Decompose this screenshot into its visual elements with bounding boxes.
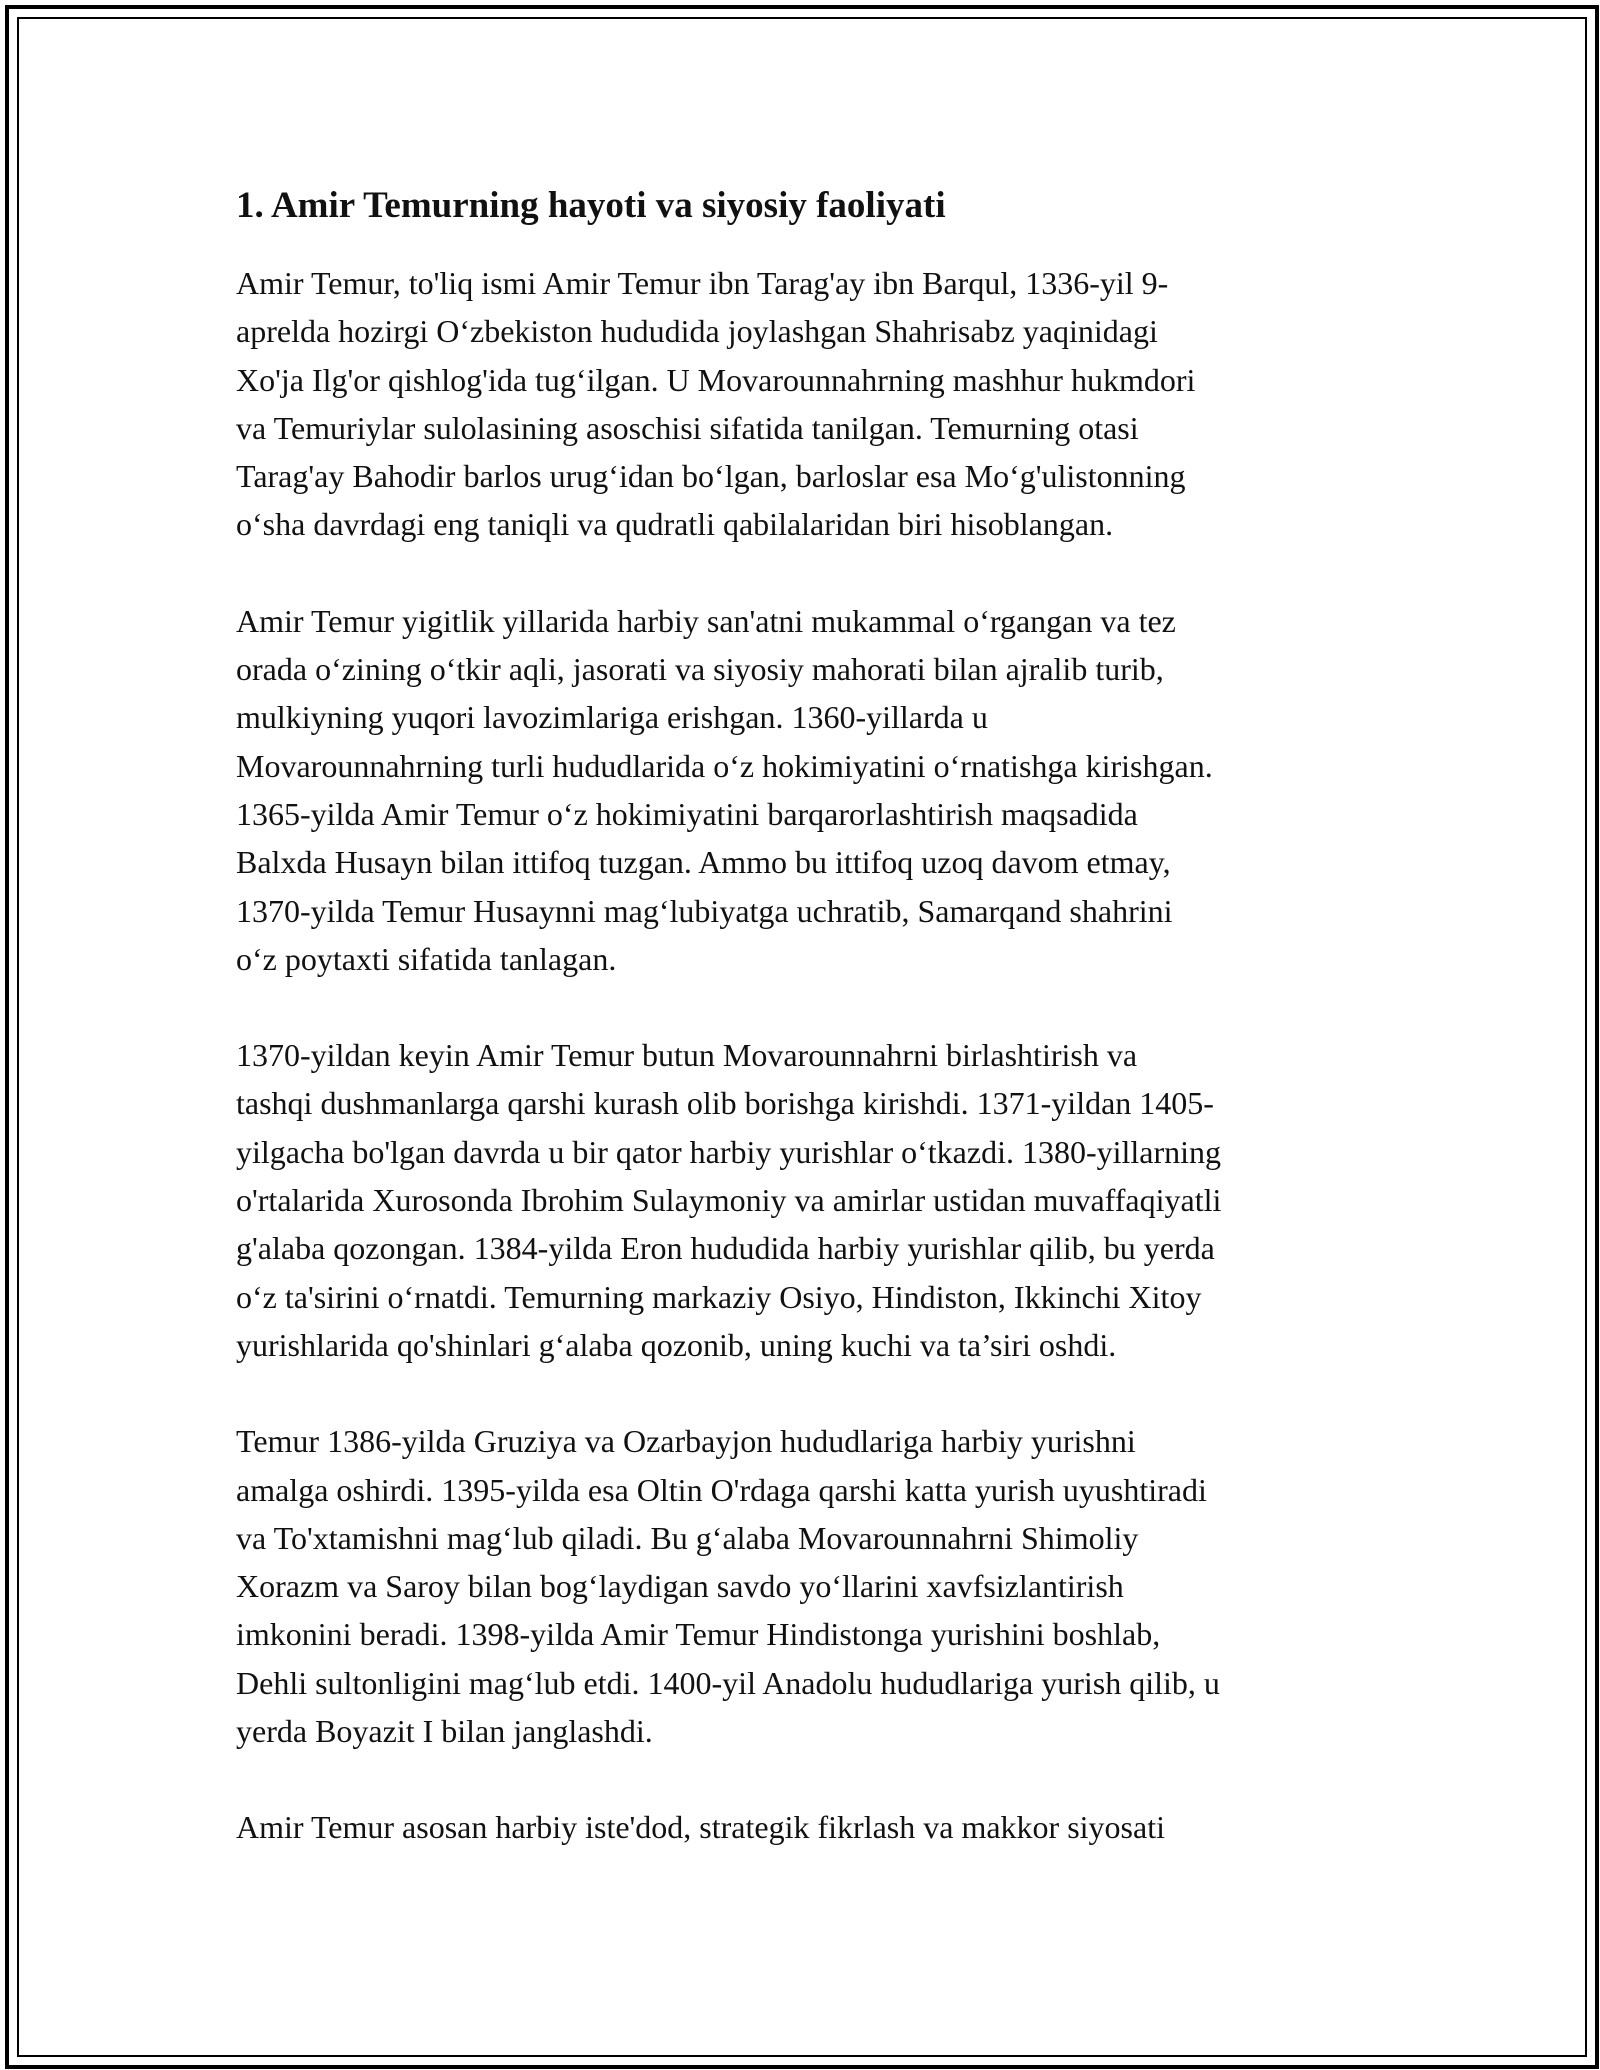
text-line: va Temuriylar sulolasining asoschisi sifatida tanilgan. Temurning otasi [236, 409, 1139, 446]
text-line: yerda Boyazit I bilan janglashdi. [236, 1713, 653, 1750]
text-line: mulkiyning yuqori lavozimlariga erishgan. 1360-yillarda u [236, 699, 988, 736]
text-line: va To'xtamishni mag‘lub qiladi. Bu g‘alaba Movarounnahrni Shimoliy [236, 1519, 1139, 1556]
text-line: Amir Temur, to'liq ismi Amir Temur ibn Tarag'ay ibn Barqul, 1336-yil 9- [236, 265, 1169, 301]
paragraph-1 [236, 259, 1386, 549]
text-line: Balxda Husayn bilan ittifoq tuzgan. Ammo bu ittifoq uzoq davom etmay, [236, 844, 1171, 881]
text-line: Dehli sultonligini mag‘lub etdi. 1400-yil Anadolu hududlariga yurish qilib, u [236, 1664, 1220, 1701]
text-line: Xo'ja Ilg'or qishlog'ida tug‘ilgan. U Movarounnahrning mashhur hukmdori [236, 361, 1196, 398]
section-heading: 1. Amir Temurning hayoti va siyosiy faoliyati [236, 185, 946, 226]
text-line: yilgacha bo'lgan davrda u bir qator harbiy yurishlar o‘tkazdi. 1380-yillarning [236, 1133, 1222, 1170]
text-line: Xorazm va Saroy bilan bog‘laydigan savdo yo‘llarini xavfsizlantirish [236, 1568, 1124, 1605]
text-line: o‘z poytaxti sifatida tanlagan. [236, 940, 617, 977]
text-line: tashqi dushmanlarga qarshi kurash olib borishga kirishdi. 1371-yildan 1405- [236, 1085, 1214, 1122]
text-line: amalga oshirdi. 1395-yilda esa Oltin O'rdaga qarshi katta yurish uyushtiradi [236, 1471, 1207, 1508]
text-line: Movarounnahrning turli hududlarida o‘z hokimiyatini o‘rnatishga kirishgan. [236, 747, 1213, 784]
text-line: o'rtalarida Xurosonda Ibrohim Sulaymoniy va amirlar ustidan muvaffaqiyatli [236, 1182, 1222, 1219]
text-line: 1365-yilda Amir Temur o‘z hokimiyatini barqarorlashtirish maqsadida [236, 795, 1138, 832]
text-line: aprelda hozirgi O‘zbekiston hududida joylashgan Shahrisabz yaqinidagi [236, 313, 1158, 350]
text-line: 1370-yilda Temur Husaynni mag‘lubiyatga uchratib, Samarqand shahrini [236, 892, 1173, 929]
text-line: 1370-yildan keyin Amir Temur butun Movarounnahrni birlashtirish va [236, 1037, 1138, 1074]
text-line: Amir Temur yigitlik yillarida harbiy san'atni mukammal o‘rgangan va tez [236, 602, 1176, 639]
text-line: g'alaba qozongan. 1384-yilda Eron hududida harbiy yurishlar qilib, bu yerda [236, 1230, 1215, 1267]
paragraph-2 [236, 597, 1386, 983]
text-line: imkonini beradi. 1398-yilda Amir Temur Hindistonga yurishini boshlab, [236, 1616, 1161, 1653]
document-body [236, 182, 1386, 1900]
paragraph-4 [236, 1417, 1386, 1755]
text-line: o‘z ta'sirini o‘rnatdi. Temurning markaziy Osiyo, Hindiston, Ikkinchi Xitoy [236, 1278, 1202, 1315]
text-line: yurishlarida qo'shinlari g‘alaba qozonib, uning kuchi va ta’siri oshdi. [236, 1326, 1117, 1363]
text-line: Temur 1386-yilda Gruziya va Ozarbayjon hududlariga harbiy yurishni [236, 1423, 1136, 1460]
paragraph-3 [236, 1031, 1386, 1369]
paragraph-5 [236, 1803, 1386, 1851]
text-line: Tarag'ay Bahodir barlos urug‘idan bo‘lgan, barloslar esa Mo‘g'ulistonning [236, 458, 1186, 495]
text-line: orada o‘zining o‘tkir aqli, jasorati va siyosiy mahorati bilan ajralib turib, [236, 651, 1164, 688]
text-line: o‘sha davrdagi eng taniqli va qudratli qabilalaridan biri hisoblangan. [236, 506, 1114, 543]
text-line: Amir Temur asosan harbiy iste'dod, strategik fikrlash va makkor siyosati [236, 1809, 1165, 1846]
